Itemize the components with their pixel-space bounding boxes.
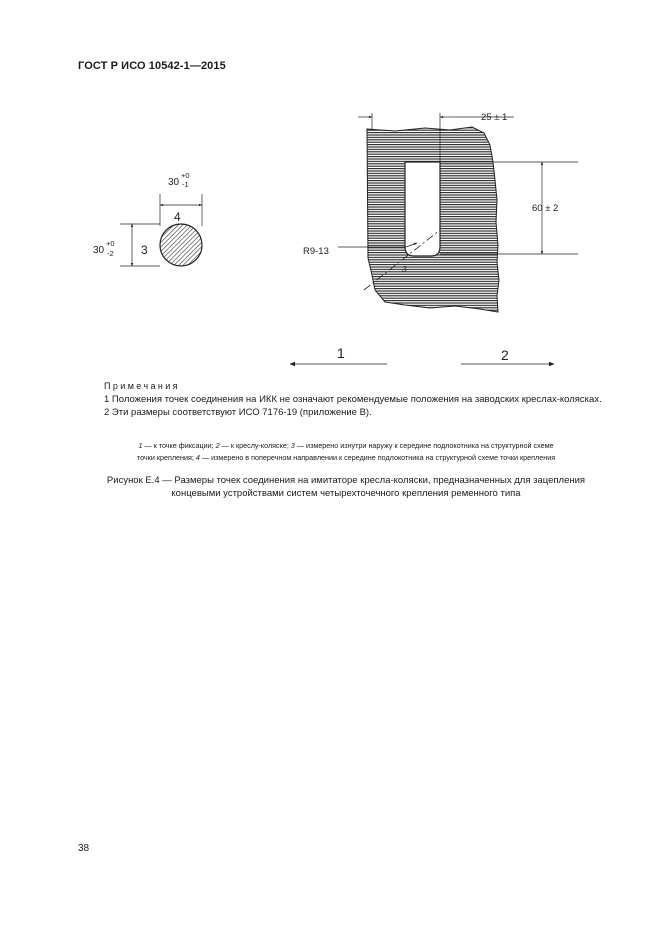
dim-left-value: 30	[93, 245, 105, 256]
notes-block	[78, 380, 614, 419]
dim-left-tol-upper: +0	[106, 239, 115, 248]
figure-legend	[78, 440, 614, 464]
note-item-1: 1 Положения точек соединения на ИКК не означают рекомендуемые положения на заводских креслах-колясках.	[104, 394, 602, 405]
page-number: 38	[78, 843, 90, 854]
slot-opening	[405, 162, 440, 256]
dim-top-tol-lower: -1	[182, 180, 189, 189]
figure-caption	[78, 474, 614, 500]
arrow-right-label: 2	[501, 347, 509, 363]
arrow-left-label: 1	[337, 345, 345, 361]
dim-left-tol-lower: -2	[107, 249, 114, 258]
document-header: ГОСТ Р ИСО 10542-1—2015	[78, 60, 226, 72]
label-a: 3	[402, 265, 407, 274]
dim-top-value: 30	[168, 177, 180, 188]
direction-arrows	[290, 345, 554, 364]
dim-width: 25 ± 1	[481, 112, 508, 123]
dim-top-tol-upper: +0	[181, 171, 190, 180]
legend-line-2: точки крепления; 4 — измерено в поперечном направлении к середине подлокотника на структурной схеме точки крепления	[136, 453, 556, 462]
legend-line-1: 1 — к точке фиксации; 2 — к креслу-коляске; 3 — измерено изнутри наружу к середине подлокотника на структурной схеме	[138, 441, 554, 450]
right-detail	[303, 112, 578, 312]
technical-figure	[0, 0, 661, 380]
caption-line-1: Рисунок Е.4 — Размеры точек соединения на имитаторе кресла-коляски, предназначенных для зацепления	[106, 475, 586, 486]
caption-line-2: концевыми устройствами систем четырехточечного крепления ременного типа	[171, 488, 521, 499]
notes-title: Примечания	[104, 381, 180, 391]
dim-height: 60 ± 2	[532, 203, 559, 214]
label-3: 3	[141, 243, 148, 257]
radius-label: R9-13	[303, 246, 329, 257]
cross-section-circle	[160, 224, 202, 266]
note-item-2: 2 Эти размеры соответствуют ИСО 7176-19 (приложение В).	[104, 407, 372, 418]
label-4: 4	[174, 210, 181, 224]
left-detail	[93, 171, 202, 266]
